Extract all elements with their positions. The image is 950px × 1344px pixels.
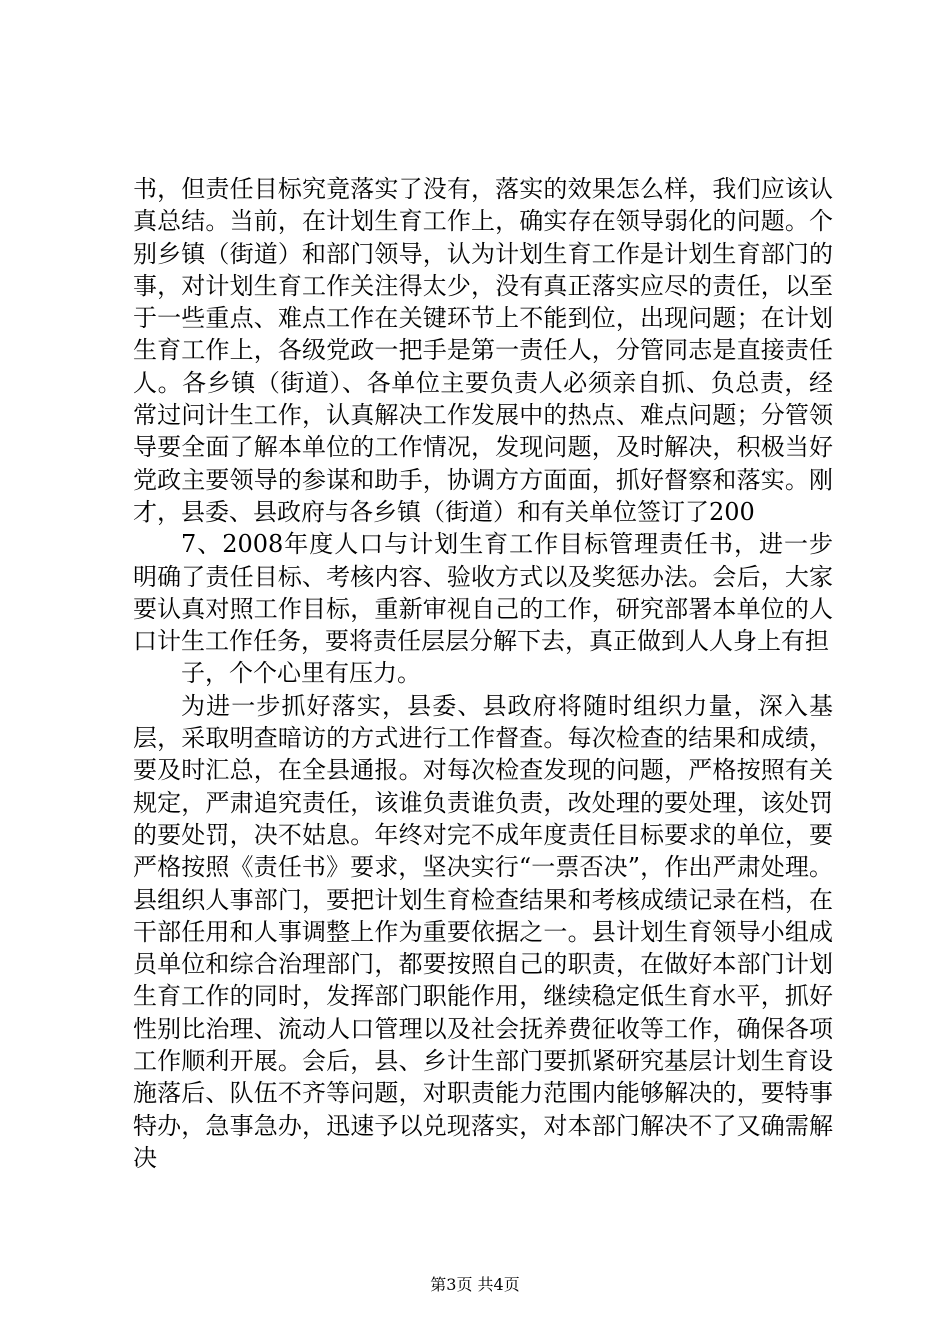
paragraph-1: 书，但责任目标究竟落实了没有，落实的效果怎么样，我们应该认真总结。当前，在计划生育工作上，确实存在领导弱化的问题。个别乡镇（街道）和部门领导，认为计划生育工作是计划生育部门的事，对计划生育工作关注得太少，没有真正落实应尽的责任，以至于一些重点、难点工作在关键环节上不能到位，出现问题；在计划生育工作上，各级党政一把手是第一责任人，分管同志是直接责任人。各乡镇（街道）、各单位主要负责人必须亲自抓、负总责，经常过问计生工作，认真解决工作发展中的热点、难点问题；分管领导要全面了解本单位的工作情况，发现问题，及时解决，积极当好党政主要领导的参谋和助手，协调方方面面，抓好督察和落实。刚才，县委、县政府与各乡镇（街道）和有关单位签订了200 [133,175,833,526]
paragraph-3: 子，个个心里有压力。 [181,659,421,688]
paragraph-4: 为进一步抓好落实，县委、县政府将随时组织力量，深入基层，采取明查暗访的方式进行工作督查。每次检查的结果和成绩，要及时汇总，在全县通报。对每次检查发现的问题，严格按照有关规定，严肃追究责任，该谁负责谁负责，改处理的要处理，该处罚的要处罚，决不姑息。年终对完不成年度责任目标要求的单位，要严格按照《责任书》要求，坚决实行“一票否决”，作出严肃处理。县组织人事部门，要把计划生育检查结果和考核成绩记录在档，在干部任用和人事调整上作为重要依据之一。县计划生育领导小组成员单位和综合治理部门，都要按照自己的职责，在做好本部门计划生育工作的同时，发挥部门职能作用，继续稳定低生育水平，抓好性别比治理、流动人口管理以及社会抚养费征收等工作，确保各项工作顺利开展。会后，县、乡计生部门要抓紧研究基层计划生育设施落后、队伍不齐等问题，对职责能力范围内能够解决的，要特事特办，急事急办，迅速予以兑现落实，对本部门解决不了又确需解决 [133,691,833,1172]
page-footer: 第3页 共4页 [430,1275,520,1294]
document-body [133,173,833,1174]
paragraph-2: 7、2008年度人口与计划生育工作目标管理责任书，进一步明确了责任目标、考核内容、验收方式以及奖惩办法。会后，大家要认真对照工作目标，重新审视自己的工作，研究部署本单位的人口计生工作任务，要将责任层层分解下去，真正做到人人身上有担 [133,530,833,656]
